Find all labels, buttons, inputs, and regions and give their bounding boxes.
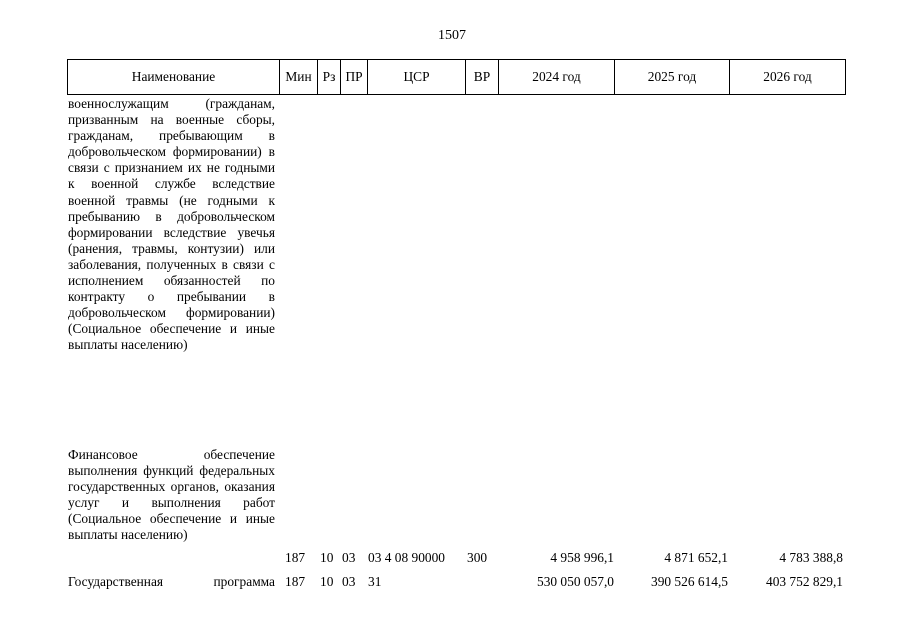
row-3-csr: 31 bbox=[368, 574, 382, 589]
header-2025: 2025 год bbox=[615, 60, 730, 95]
header-2026: 2026 год bbox=[730, 60, 846, 95]
row-2-vr: 300 bbox=[467, 550, 488, 565]
row-3-2025: 390 526 614,5 bbox=[651, 574, 728, 589]
row-3-name: Государственная программа bbox=[68, 574, 275, 589]
page-number: 1507 bbox=[438, 28, 466, 43]
table-header bbox=[67, 59, 846, 95]
header-row bbox=[68, 60, 846, 95]
row-3-2026: 403 752 829,1 bbox=[766, 574, 843, 589]
header-pr: ПР bbox=[341, 60, 368, 95]
header-rz: Рз bbox=[318, 60, 341, 95]
header-name: Наименование bbox=[68, 60, 280, 95]
row-3-min: 187 bbox=[285, 574, 306, 589]
row-2-csr: 03 4 08 90000 bbox=[368, 550, 445, 565]
header-2024: 2024 год bbox=[499, 60, 615, 95]
row-3-rz: 10 bbox=[320, 574, 334, 589]
header-min: Мин bbox=[280, 60, 318, 95]
row-2-2025: 4 871 652,1 bbox=[664, 550, 728, 565]
row-2-min: 187 bbox=[285, 550, 306, 565]
row-3-2024: 530 050 057,0 bbox=[537, 574, 614, 589]
header-csr: ЦСР bbox=[368, 60, 466, 95]
row-2-2026: 4 783 388,8 bbox=[779, 550, 843, 565]
row-3-pr: 03 bbox=[342, 574, 356, 589]
row-2-pr: 03 bbox=[342, 550, 356, 565]
row-2-2024: 4 958 996,1 bbox=[550, 550, 614, 565]
header-vr: ВР bbox=[466, 60, 499, 95]
row-1-name: военнослужащим (гражданам, призванным на военные сборы, гражданам, пребывающим в добровольческом формировании) в связи с признанием их не годными к военной службе вследствие военной травмы (не годными к пребыванию в добровольческом формировании вследствие увечья (ранения, травмы, контузии) или заболевания, полученных в связи с исполнением обязанностей по контракту о пребывании в добровольческом формировании) (Социальное обеспечение и иные выплаты населению) bbox=[68, 96, 275, 353]
row-2-name: Финансовое обеспечение выполнения функций федеральных государственных органов, оказания услуг и выполнения работ (Социальное обеспечение и иные выплаты населению) bbox=[68, 447, 275, 543]
row-2-rz: 10 bbox=[320, 550, 334, 565]
